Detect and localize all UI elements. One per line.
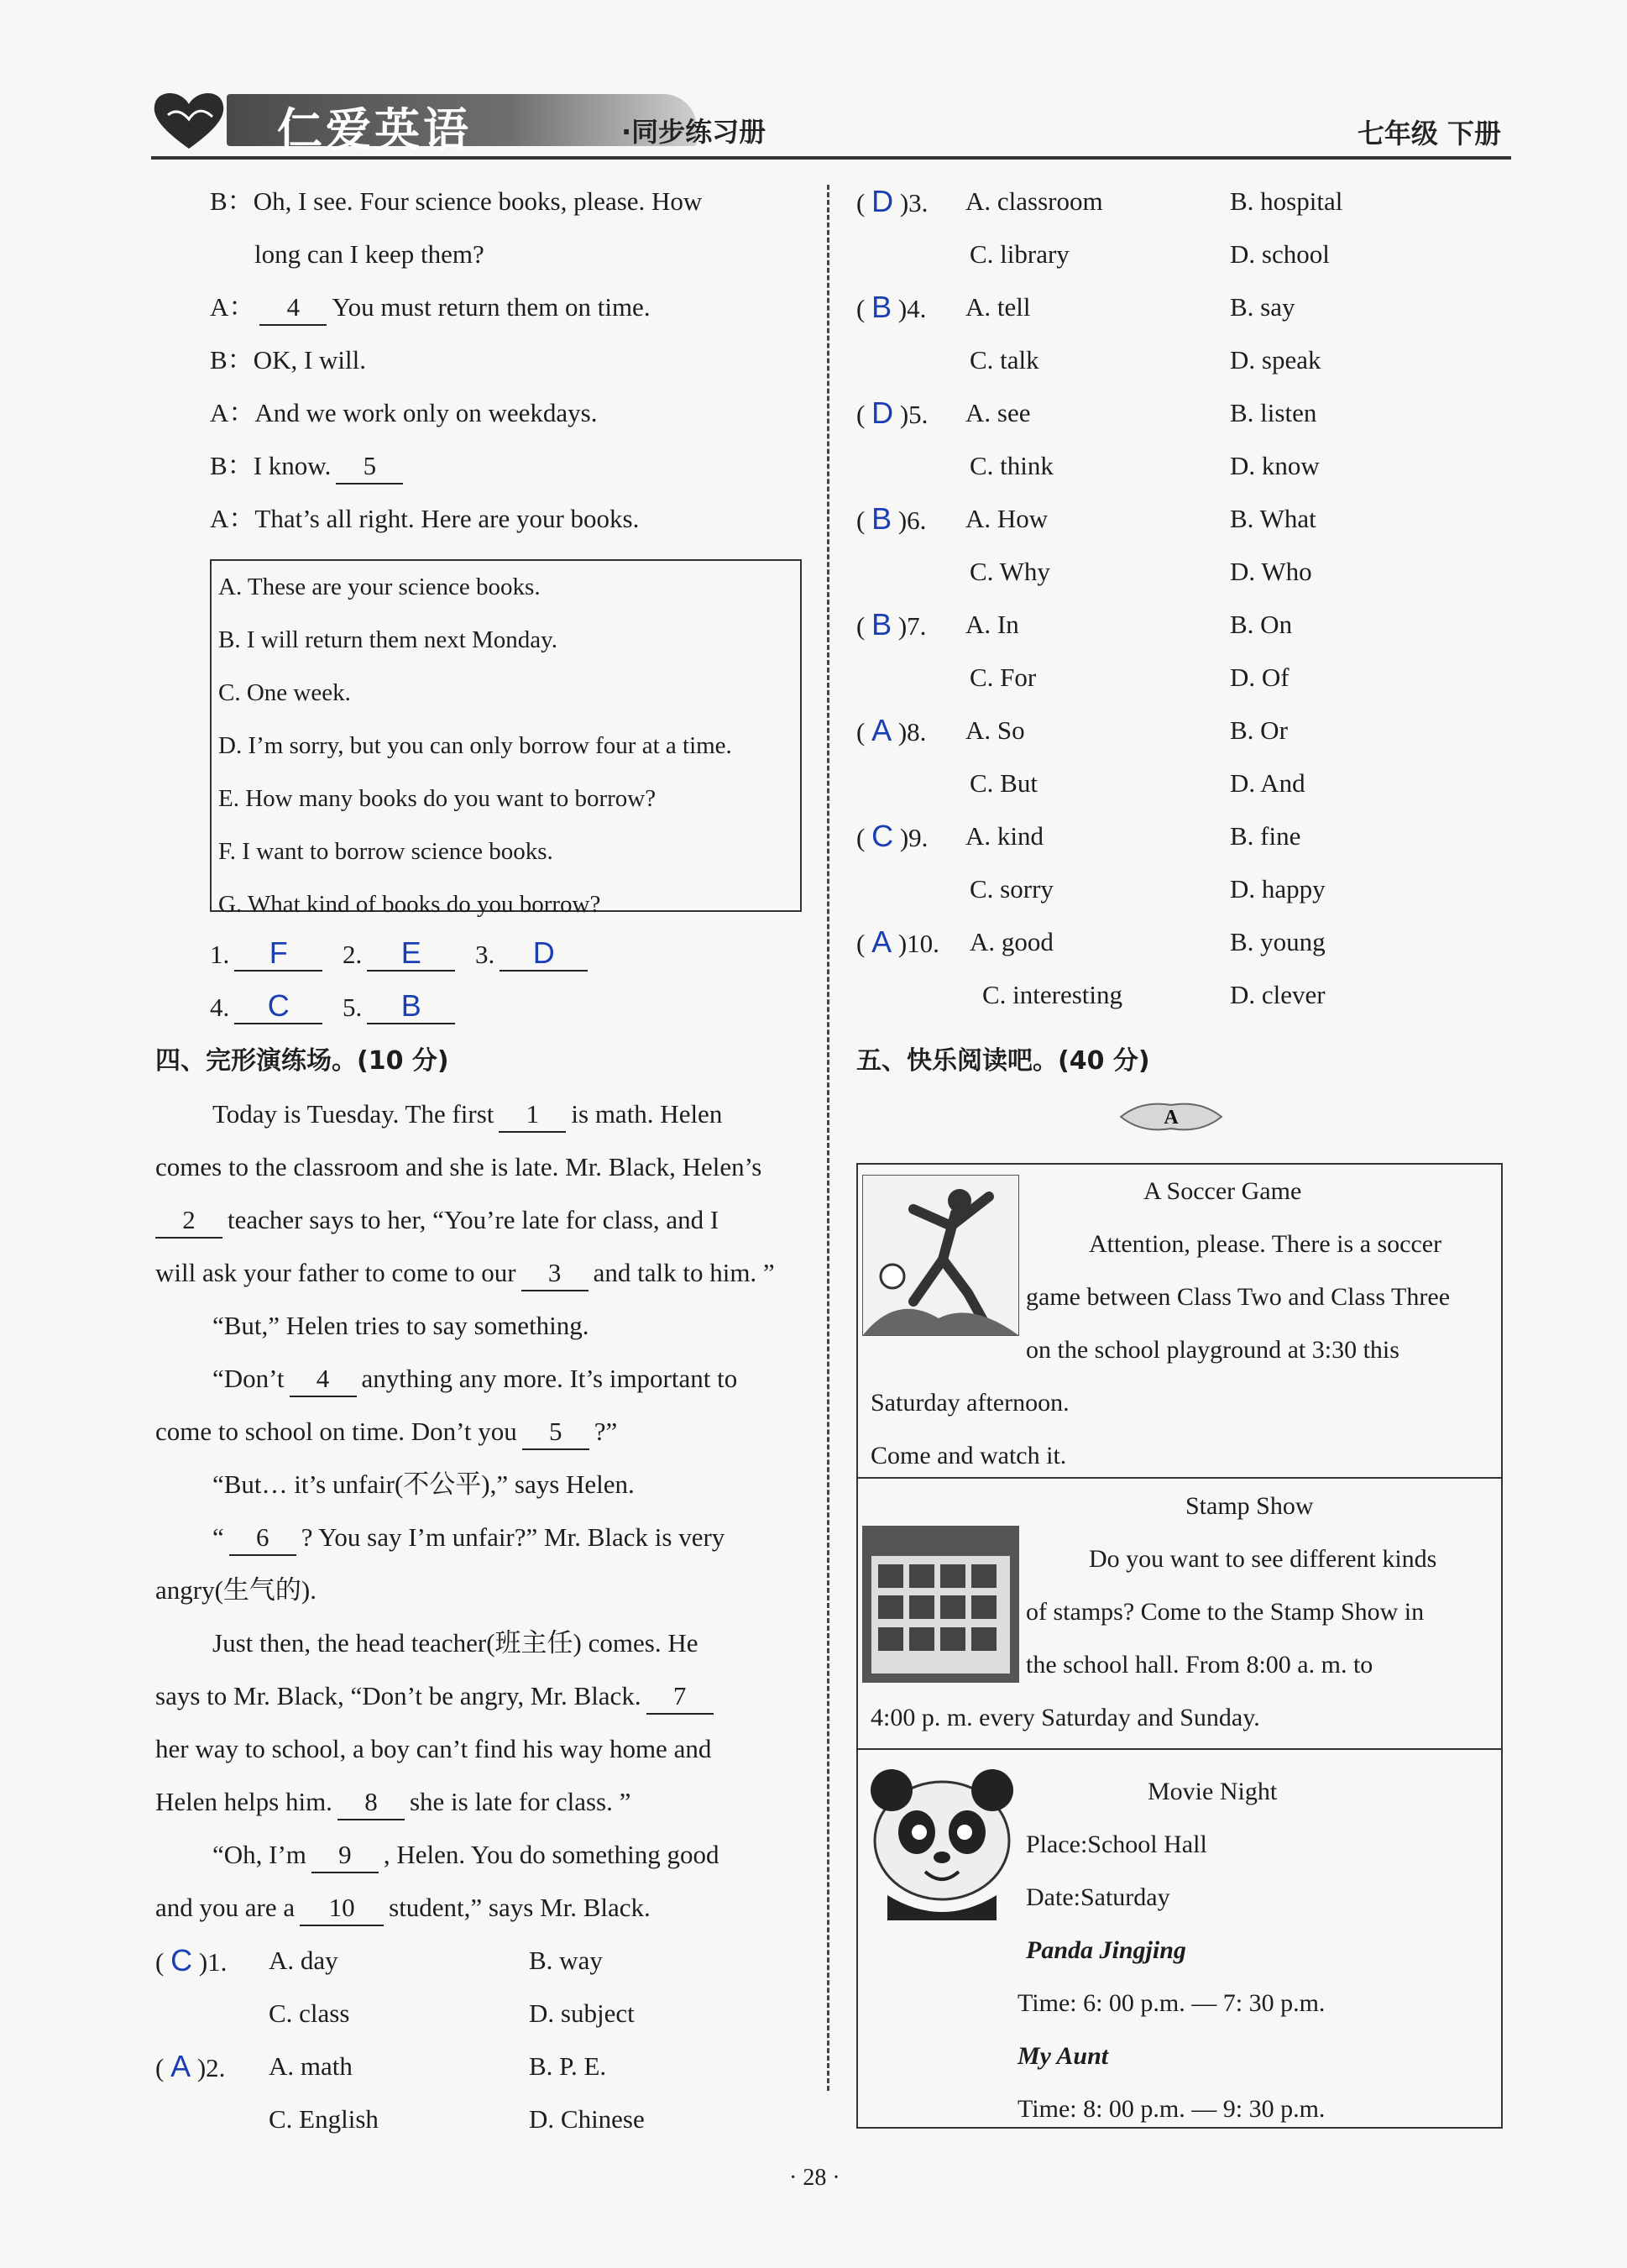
cloze-text: comes to the classroom and she is late. Mr. Black, Helen’s [155,1152,762,1181]
option-a: A. good [970,927,1054,956]
choice-question-row2 [856,439,1503,492]
option-d: D. school [1230,239,1330,269]
cloze-text: and talk to him. ” [593,1258,775,1287]
choice-answer[interactable]: A [871,713,892,747]
panda-image [862,1761,1022,1920]
blank-4[interactable]: 4 [259,291,327,326]
answer-blank[interactable]: C [234,989,322,1024]
option-a: A. math [269,2051,353,2081]
cloze-blank[interactable]: 9 [311,1838,379,1873]
grade-label: 七年级 下册 [1357,118,1501,149]
choice-question-row2 [155,1987,802,2040]
film-1-title: Panda Jingjing [1026,1936,1186,1964]
choice-answer[interactable]: A [170,2049,191,2083]
option-b: B. say [1230,292,1295,322]
answer-blank[interactable]: E [367,936,455,972]
cloze-line [155,1881,802,1934]
speaker: B： [210,345,254,375]
cloze-line [155,1193,802,1246]
choice-question [856,915,1503,968]
cloze-text: ?” [594,1417,618,1446]
cloze-line [155,1458,802,1511]
stamp-line: the school hall. From 8:00 a. m. to [1026,1651,1373,1679]
speaker: A： [210,504,255,533]
choice-question-row2 [856,545,1503,598]
stamp-line: Do you want to see different kinds [1089,1545,1437,1573]
stamp-line: 4:00 p. m. every Saturday and Sunday. [871,1704,1260,1731]
choice-question-row2 [856,862,1503,915]
cloze-line [155,1722,802,1775]
answer-number: 3. [475,940,495,969]
answer-blank[interactable]: B [367,989,455,1024]
choice-answer[interactable]: D [871,395,894,430]
heart-logo-icon [151,86,227,153]
cloze-line [155,1087,802,1140]
choice-question-row2 [856,757,1503,809]
reading-title: 五、快乐阅读吧。(40 分) [856,1046,1150,1076]
notices-box [856,1163,1503,2129]
cloze-text: ? You say I’m unfair?” Mr. Black is very [301,1522,725,1552]
cloze-text: she is late for class. ” [409,1787,631,1816]
choice-number: 10. [907,929,939,958]
notice-divider [858,1748,1501,1750]
header-rule [151,156,1511,160]
choice-number: 1. [207,1947,228,1977]
choice-paren: ( D )5. [856,395,929,430]
choice-number: 5. [908,400,929,429]
option-item: B. I will return them next Monday. [218,626,558,653]
movie-time-1: Time: 6: 00 p.m. — 7: 30 p.m. [1018,1989,1326,2017]
option-d: D. Chinese [529,2104,645,2134]
choice-answer[interactable]: D [871,184,894,218]
dialogue-text: I know. [253,451,332,480]
option-a: A. How [965,504,1049,533]
choice-question-row2 [155,2093,802,2145]
option-b: B. way [529,1946,603,1975]
speaker: A： [210,292,255,322]
cloze-blank[interactable]: 4 [290,1362,357,1397]
answer-number: 5. [343,993,363,1022]
cloze-blank[interactable]: 5 [522,1415,589,1450]
column-divider [827,185,829,2091]
option-b: B. On [1230,610,1293,639]
stamp-title: Stamp Show [1185,1492,1314,1520]
cloze-text: “But,” Helen tries to say something. [212,1311,589,1340]
choice-answer[interactable]: C [170,1943,193,1977]
series-title: ·同步练习册 [621,116,766,148]
choice-question-row2 [856,968,1503,1021]
cloze-text: her way to school, a boy can’t find his way home and [155,1734,712,1763]
choice-number: 4. [907,294,927,323]
dialogue-answers [210,928,798,1034]
movie-date: Date:Saturday [1026,1883,1170,1911]
choice-paren: ( A )10. [856,924,939,959]
cloze-blank[interactable]: 10 [300,1891,384,1926]
soccer-line: game between Class Two and Class Three [1026,1283,1451,1311]
dialogue-text: And we work only on weekdays. [254,398,598,427]
dialogue-line [155,333,806,386]
option-a: A. see [965,398,1031,427]
choice-answer[interactable]: B [871,290,892,324]
soccer-title: A Soccer Game [1143,1177,1302,1205]
answer-blank[interactable]: F [234,936,322,972]
film-2-title: My Aunt [1018,2042,1109,2070]
option-b: B. listen [1230,398,1317,427]
cloze-line [155,1299,802,1352]
option-a: A. So [965,715,1025,745]
movie-film-2 [1018,2030,1108,2082]
cloze-text: , Helen. You do something good [383,1840,719,1869]
option-a: A. day [269,1946,338,1975]
blank-5[interactable]: 5 [336,449,403,485]
option-item: A. These are your science books. [218,574,541,600]
option-a: A. In [965,610,1019,639]
cloze-line [155,1511,802,1564]
option-b: B. young [1230,927,1326,956]
choice-answer[interactable]: C [871,819,894,853]
badge-label: A [1164,1107,1179,1129]
cloze-blank[interactable]: 8 [337,1785,405,1820]
dialogue-line [155,280,806,333]
cloze-line [155,1352,802,1405]
choice-answer[interactable]: B [871,607,892,642]
option-c: C. sorry [970,874,1054,904]
answer-number: 1. [210,940,230,969]
choice-question [856,598,1503,651]
cloze-text: will ask your father to come to our [155,1258,516,1287]
option-d: D. clever [1230,980,1326,1009]
dialogue-line [155,175,806,228]
cloze-line [155,1828,802,1881]
option-c: C. But [970,768,1038,798]
option-b: B. Or [1230,715,1288,745]
choice-question [155,2040,802,2093]
movie-title: Movie Night [1148,1778,1278,1805]
cloze-text: Today is Tuesday. The first [212,1099,494,1129]
options-box [210,559,802,918]
option-d: D. speak [1230,345,1321,375]
choice-question-row2 [856,333,1503,386]
soccer-line: Come and watch it. [871,1442,1067,1469]
choice-number: 6. [907,505,927,535]
brand-logo [151,86,571,161]
choice-paren: ( C )9. [856,819,929,853]
cloze-text: is math. Helen [571,1099,723,1129]
speaker: B： [210,451,254,480]
option-d: D. Of [1230,663,1290,692]
option-item: G. What kind of books do you borrow? [218,891,601,918]
dialogue-line [155,228,806,280]
page-number: · 28 · [789,2165,840,2191]
brand-title: 仁爱英语 [277,103,472,156]
left-column [155,175,806,545]
choice-answer[interactable]: A [871,924,892,959]
cloze-section [155,1034,802,2145]
option-b: B. fine [1230,821,1301,851]
choice-paren: ( B )6. [856,501,927,536]
choice-paren: ( D )3. [856,184,929,218]
cloze-text: “Oh, I’m [212,1840,306,1869]
cloze-line [155,1140,802,1193]
cloze-text: “ [212,1522,224,1552]
choice-number: 3. [908,188,929,217]
choice-paren: ( A )2. [155,2049,226,2083]
speaker: A： [210,398,255,427]
movie-time-2: Time: 8: 00 p.m. — 9: 30 p.m. [1018,2095,1326,2123]
notice-divider [858,1477,1501,1479]
choice-question [856,280,1503,333]
option-c: C. interesting [982,980,1123,1009]
dialogue-line [155,386,806,439]
choice-question-row2 [856,651,1503,704]
choice-number: 8. [907,717,927,746]
answer-number: 2. [343,940,363,969]
right-choices [856,175,1503,1021]
cloze-blank[interactable]: 6 [229,1521,296,1556]
choice-number: 7. [907,611,927,641]
cloze-line [155,1405,802,1458]
cloze-text: and you are a [155,1893,296,1922]
option-a: A. kind [965,821,1044,851]
dialogue-text: That’s all right. Here are your books. [254,504,640,533]
cloze-text: come to school on time. Don’t you [155,1417,517,1446]
option-c: C. think [970,451,1054,480]
cloze-line [155,1616,802,1669]
stamp-line: of stamps? Come to the Stamp Show in [1026,1598,1425,1626]
option-d: D. happy [1230,874,1326,904]
option-a: A. classroom [965,186,1103,216]
soccer-line: Attention, please. There is a soccer [1089,1230,1442,1258]
choice-paren: ( C )1. [155,1943,228,1977]
cloze-blank[interactable]: 2 [155,1203,222,1239]
cloze-text: Helen helps him. [155,1787,332,1816]
choice-paren: ( B )4. [856,290,927,324]
choice-question [856,386,1503,439]
choice-question [155,1934,802,1987]
option-b: B. What [1230,504,1316,533]
page-header [0,0,1627,168]
option-item: F. I want to borrow science books. [218,838,553,865]
cloze-text: anything any more. It’s important to [361,1364,738,1393]
dialogue-line [155,439,806,492]
option-d: D. know [1230,451,1320,480]
cloze-line [155,1246,802,1299]
cloze-text: “But… it’s unfair(不公平),” says Helen. [212,1469,635,1499]
cloze-blank[interactable]: 1 [499,1097,566,1133]
dialogue-line [155,492,806,545]
movie-place: Place:School Hall [1026,1831,1207,1858]
choice-question [856,809,1503,862]
choice-paren: ( B )7. [856,607,927,642]
option-c: C. English [269,2104,379,2134]
choice-number: 2. [206,2053,226,2082]
option-d: D. And [1230,768,1305,798]
cloze-blank[interactable]: 3 [521,1256,589,1291]
section-a-badge [1117,1100,1226,1134]
dialogue-text: You must return them on time. [332,292,651,322]
option-item: D. I’m sorry, but you can only borrow four at a time. [218,732,732,759]
option-c: C. library [970,239,1070,269]
cloze-text: angry(生气的). [155,1575,317,1605]
answer-row [210,928,798,981]
cloze-blank[interactable]: 7 [646,1679,714,1715]
cloze-text: Just then, the head teacher(班主任) comes. He [212,1628,698,1658]
cloze-line [155,1775,802,1828]
choice-question [856,492,1503,545]
option-d: D. Who [1230,557,1312,586]
option-c: C. Why [970,557,1050,586]
dialogue-text: Oh, I see. Four science books, please. How [253,186,703,216]
answer-row [210,981,798,1034]
choice-paren: ( A )8. [856,713,927,747]
choice-number: 9. [908,823,929,852]
choice-question-row2 [856,228,1503,280]
stamps-image [862,1526,1019,1683]
option-item: E. How many books do you want to borrow? [218,785,657,812]
option-c: C. class [269,1998,350,2028]
cloze-title: 四、完形演练场。(10 分) [155,1046,449,1076]
soccer-line: Saturday afternoon. [871,1389,1070,1417]
option-b: B. P. E. [529,2051,607,2081]
answer-number: 4. [210,993,230,1022]
cloze-line [155,1669,802,1722]
option-c: C. For [970,663,1037,692]
reading-header [856,1034,1503,1087]
dialogue-text: OK, I will. [253,345,367,375]
cloze-line [155,1564,802,1616]
option-d: D. subject [529,1998,635,2028]
soccer-player-image [862,1175,1019,1336]
option-item: C. One week. [218,679,351,706]
speaker: B： [210,186,254,216]
cloze-text: says to Mr. Black, “Don’t be angry, Mr. Black. [155,1681,641,1710]
cloze-text: teacher says to her, “You’re late for class, and I [228,1205,719,1234]
dialogue-text: long can I keep them? [254,239,484,269]
cloze-text: student,” says Mr. Black. [389,1893,651,1922]
soccer-line: on the school playground at 3:30 this [1026,1336,1399,1364]
movie-film-1 [1026,1924,1186,1977]
option-a: A. tell [965,292,1031,322]
choice-answer[interactable]: B [871,501,892,536]
answer-blank[interactable]: D [500,936,588,972]
option-b: B. hospital [1230,186,1343,216]
option-c: C. talk [970,345,1039,375]
choice-question [856,704,1503,757]
choice-question [856,175,1503,228]
cloze-text: “Don’t [212,1364,285,1393]
